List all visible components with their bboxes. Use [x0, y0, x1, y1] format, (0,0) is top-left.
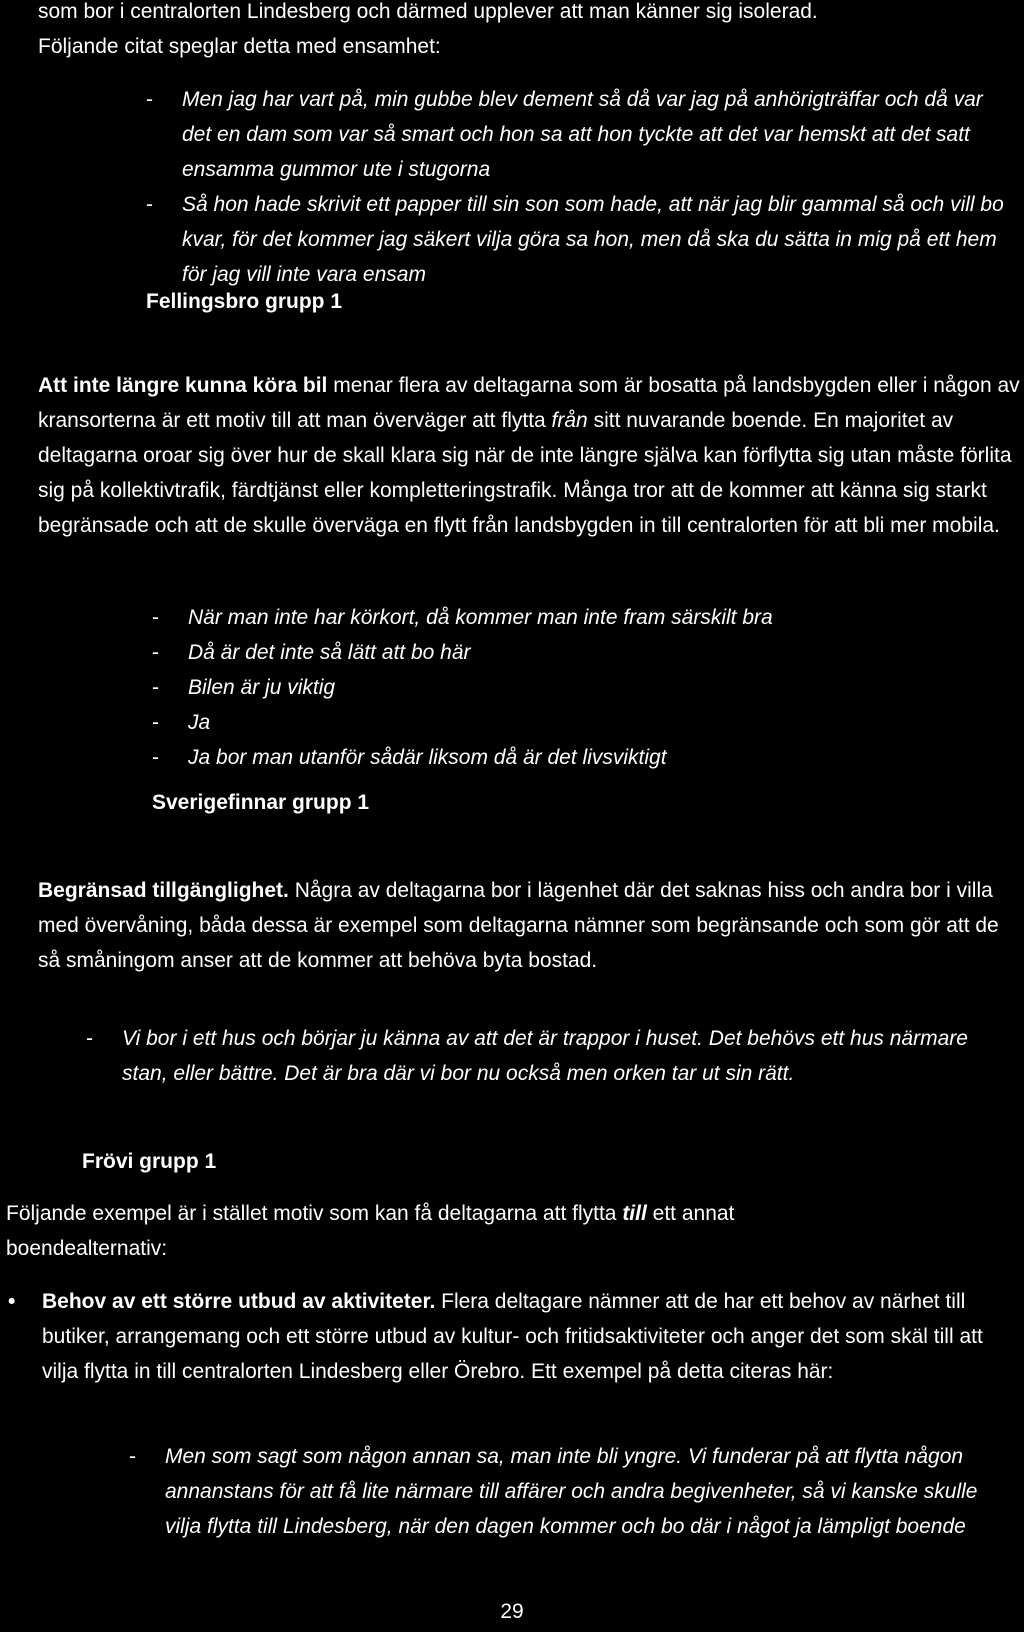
paragraph-text: menar flera av deltagarna som är bosatta på landsbygden eller i någon av kransorterna är ett motiv till att man överväger att flytta	[38, 374, 1020, 432]
bullet-text: Flera deltagare nämner att de har ett behov av närhet till butiker, arrangemang och ett större utbud av kultur- och fritidsaktiviteter och anger det som skäl till att vilja flytta in till centralorten Lindesberg eller Örebro. Ett exempel på detta citeras här:	[42, 1290, 983, 1383]
paragraph-accessibility	[38, 873, 1010, 978]
quote-item	[152, 670, 988, 705]
quote-item	[152, 740, 988, 775]
dash-marker: -	[129, 1445, 136, 1468]
paragraph-text: sitt nuvarande boende. En majoritet av deltagarna oroar sig över hur de skall klara sig när de inte längre själva kan förflytta sig utan måste förlita sig på kollektivtrafik, färdtjänst eller kompletteringstrafik. Många tror att de kommer att känna sig starkt begränsade och att de skulle överväga en flytt från landsbygden in till centralorten för att bli mer mobila.	[38, 409, 1012, 537]
bullet-lead: Behov av ett större utbud av aktiviteter.	[42, 1290, 436, 1313]
quote-text: Ja	[188, 711, 211, 734]
quote-text: Men som sagt som någon annan sa, man inte bli yngre. Vi funderar på att flytta någon annanstans för att få lite närmare till affärer och andra begivenheter, så vi kanske skulle vilja flytta till Lindesberg, när den dagen kommer och bo där i något ja lämpligt boende	[165, 1445, 978, 1538]
intro-line-2: Följande citat speglar detta med ensamhet:	[38, 35, 441, 58]
quote-text: Ja bor man utanför sådär liksom då är det livsviktigt	[188, 746, 667, 769]
quote-text: Men jag har vart på, min gubbe blev dement så då var jag på anhörigträffar och då var det en dam som var så smart och hon sa att hon tyckte att det var hemskt att det satt ensamma gummor ute i stugorna	[182, 88, 983, 181]
dash-marker: -	[152, 746, 159, 769]
quote-item	[129, 1439, 985, 1544]
dash-marker: -	[152, 711, 159, 734]
dash-marker: -	[152, 606, 159, 629]
intro-block	[38, 0, 998, 64]
quote-text: Så hon hade skrivit ett papper till sin son som hade, att när jag blir gammal så och vill bo kvar, för det kommer jag säkert vilja göra sa hon, men då ska du sätta in mig på ett hem för jag vill inte vara ensam	[182, 193, 1004, 286]
paragraph-lead: Begränsad tillgänglighet.	[38, 879, 289, 902]
quote-item	[146, 82, 1017, 187]
paragraph-lead: Att inte längre kunna köra bil	[38, 374, 328, 397]
paragraph-car	[38, 368, 1020, 543]
paragraph-move-to	[6, 1196, 886, 1266]
quote-item	[146, 187, 1017, 292]
quote-list-2	[152, 600, 988, 775]
dash-marker: -	[86, 1027, 93, 1050]
quote-text: Vi bor i ett hus och börjar ju känna av att det är trappor i huset. Det behövs ett hus närmare stan, eller bättre. Det är bra där vi bor nu också men orken tar ut sin rätt.	[122, 1027, 968, 1085]
page-number: 29	[500, 1600, 524, 1623]
bullet-activities	[8, 1284, 1017, 1389]
paragraph-emphasis: till	[622, 1202, 647, 1225]
quote-item	[152, 635, 988, 670]
intro-line-1: som bor i centralorten Lindesberg och därmed upplever att man känner sig isolerad.	[38, 0, 818, 23]
dash-marker: -	[146, 88, 153, 111]
dash-marker: -	[152, 676, 159, 699]
paragraph-text: ett annat boendealternativ:	[6, 1202, 735, 1260]
quote-item	[152, 600, 988, 635]
quote-list-4	[129, 1439, 985, 1544]
paragraph-text: Några av deltagarna bor i lägenhet där det saknas hiss och andra bor i villa med övervåning, båda dessa är exempel som deltagarna nämner som begränsande och som gör att de så småningom anser att de kommer att behöva byta bostad.	[38, 879, 999, 972]
quote-list-1	[146, 82, 1017, 292]
quote-source: Sverigefinnar grupp 1	[152, 791, 370, 814]
dash-marker: -	[146, 193, 153, 216]
quote-text: När man inte har körkort, då kommer man inte fram särskilt bra	[188, 606, 773, 629]
dash-marker: -	[152, 641, 159, 664]
quote-text: Bilen är ju viktig	[188, 676, 336, 699]
quote-list-3	[86, 1021, 1017, 1091]
paragraph-text: Följande exempel är i stället motiv som kan få deltagarna att flytta	[6, 1202, 623, 1225]
bullet-marker: •	[8, 1290, 16, 1313]
quote-source: Frövi grupp 1	[82, 1150, 217, 1173]
quote-item	[152, 705, 988, 740]
quote-item	[86, 1021, 1017, 1091]
quote-text: Då är det inte så lätt att bo här	[188, 641, 471, 664]
paragraph-emphasis: från	[551, 409, 588, 432]
quote-source: Fellingsbro grupp 1	[146, 290, 343, 313]
